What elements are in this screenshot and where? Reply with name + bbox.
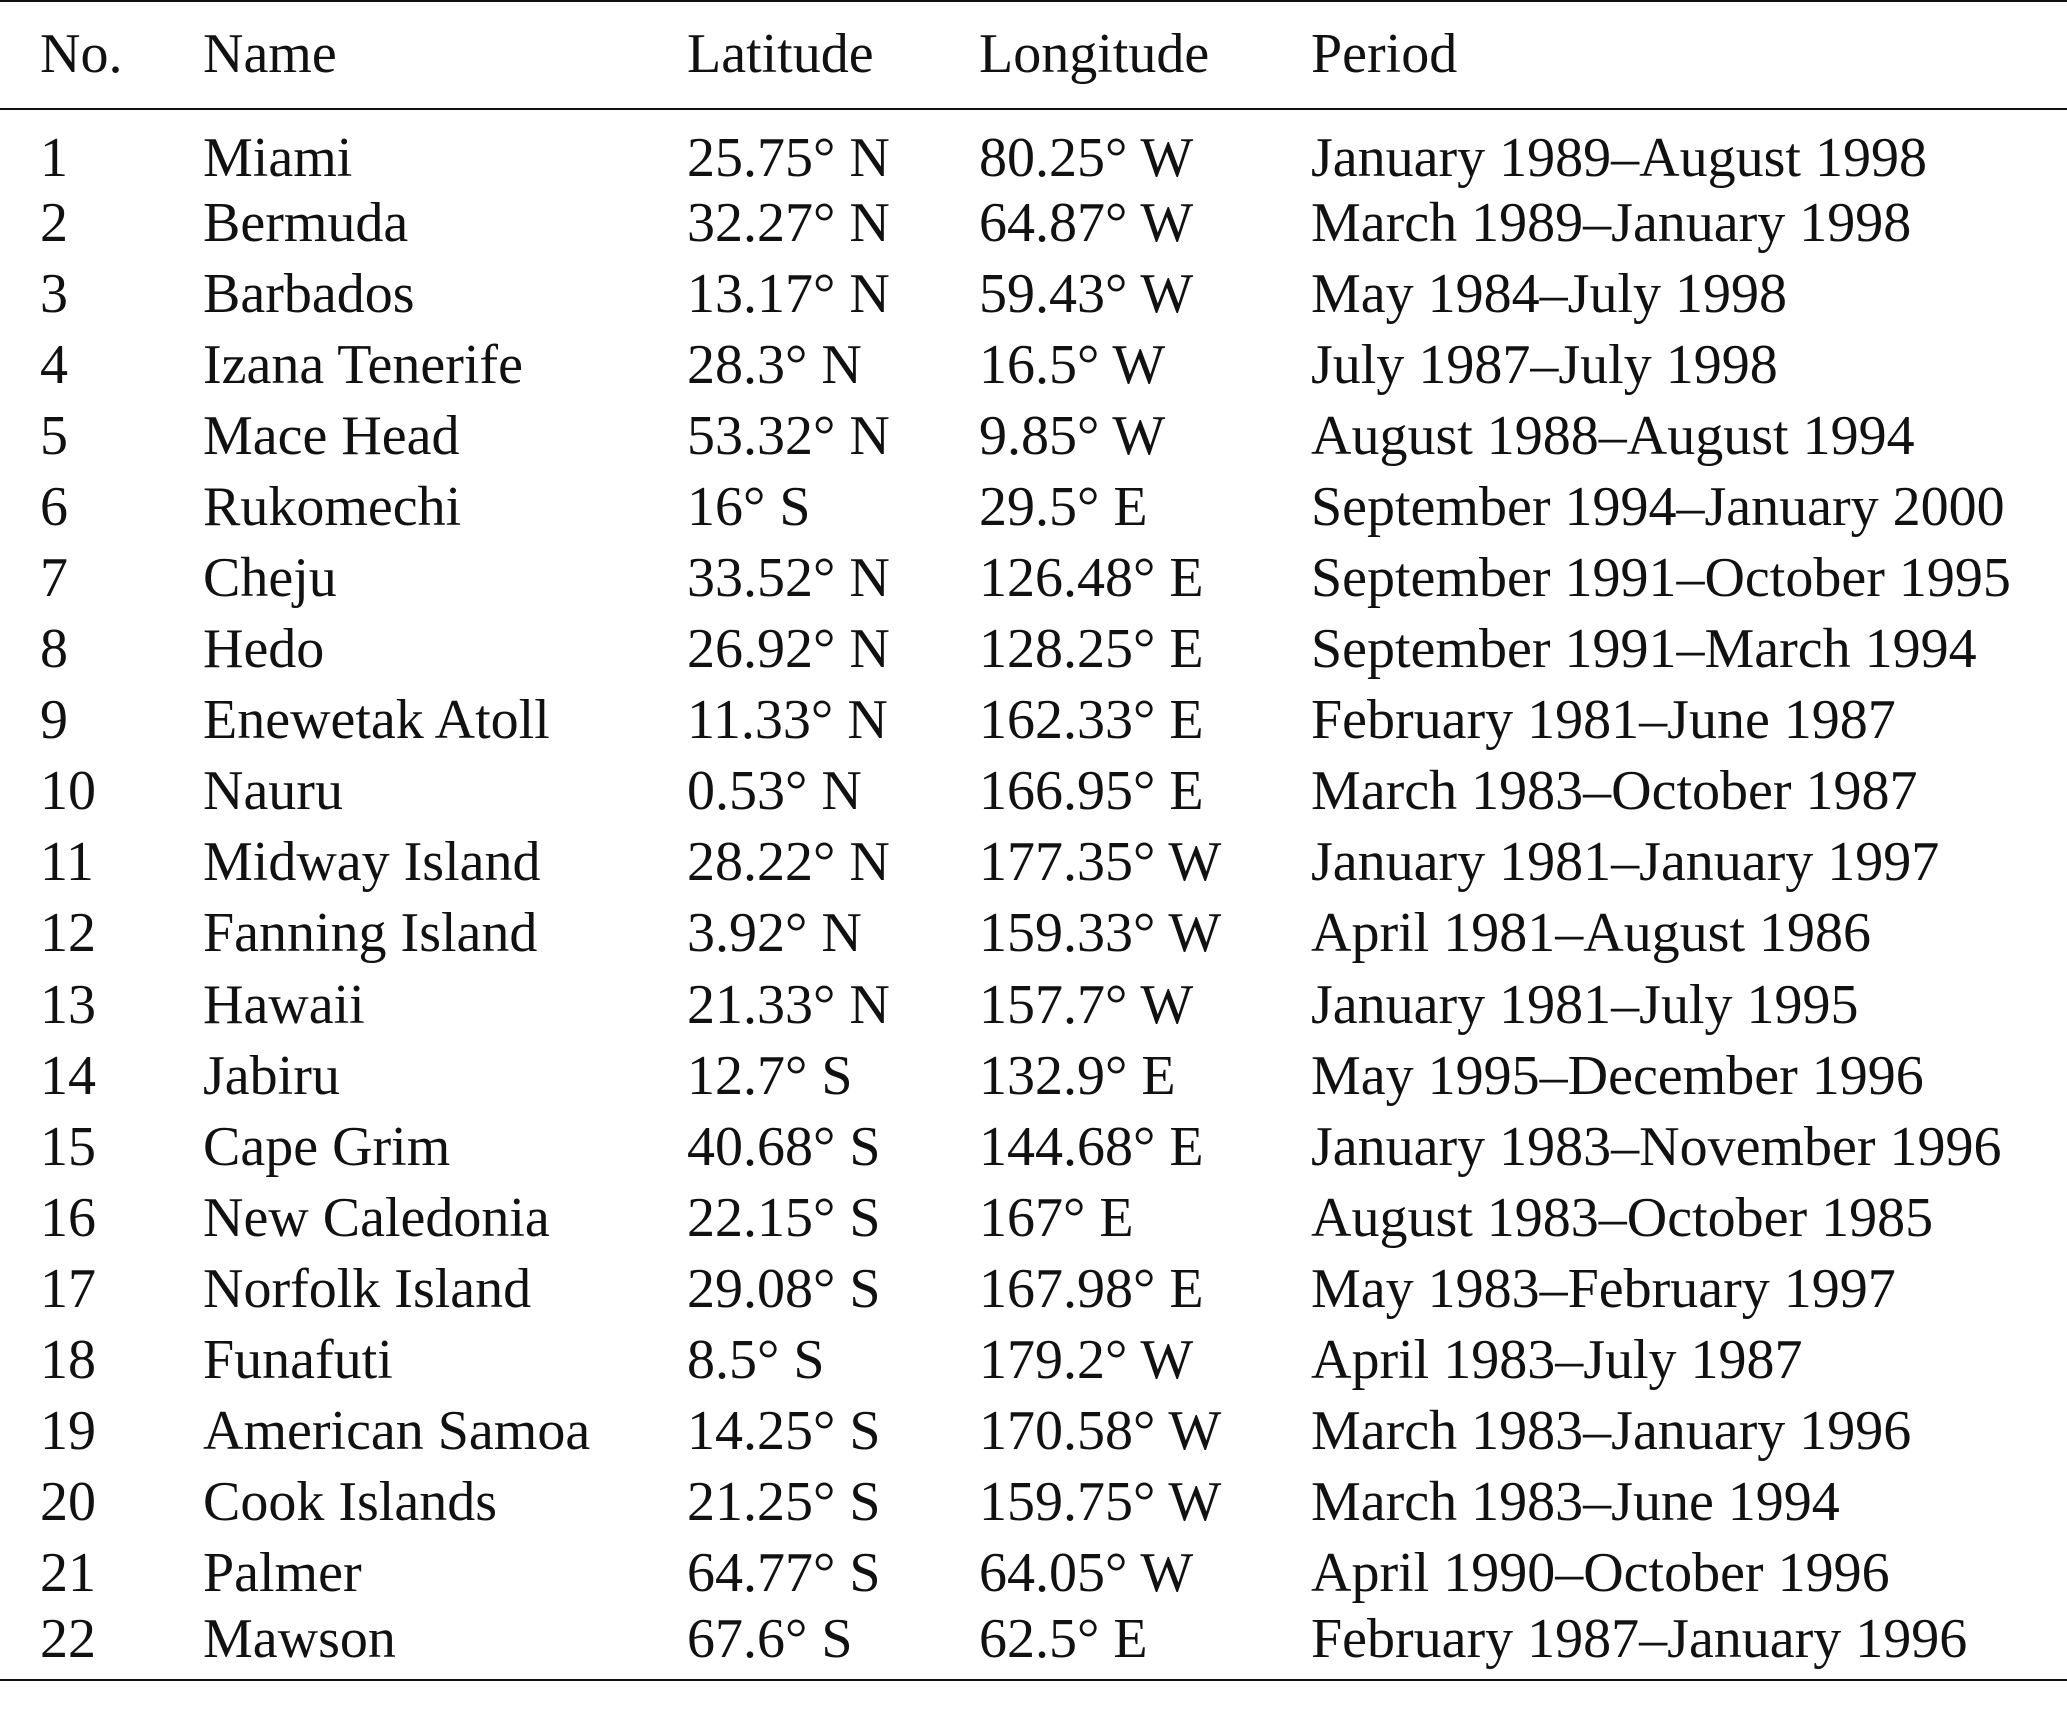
cell-latitude: 21.33° N [687,973,890,1036]
cell-longitude: 80.25° W [979,127,1194,189]
cell-longitude: 64.87° W [979,191,1194,254]
table-row [0,1182,2067,1253]
table-row [0,614,2067,685]
header-longitude: Longitude [978,1,1310,109]
cell-no: 5 [40,404,68,467]
cell-name: Hawaii [203,973,365,1036]
header-latitude: Latitude [686,1,978,109]
cell-name: Funafuti [203,1329,393,1392]
cell-no: 21 [40,1542,96,1605]
cell-longitude: 16.5° W [979,333,1166,396]
table-row [0,756,2067,827]
cell-no: 18 [40,1329,96,1392]
cell-latitude: 32.27° N [687,191,890,254]
cell-longitude: 159.33° W [979,902,1222,965]
cell-longitude: 177.35° W [979,831,1222,894]
cell-longitude: 157.7° W [979,973,1194,1036]
cell-name: Rukomechi [203,475,462,538]
cell-name: Cook Islands [203,1471,497,1534]
cell-latitude: 28.22° N [687,831,890,894]
cell-longitude: 62.5° E [978,1609,1310,1680]
table-row [0,685,2067,756]
cell-no: 7 [40,547,68,610]
cell-no: 19 [40,1400,96,1463]
cell-longitude: 64.05° W [979,1542,1194,1605]
table-row [0,969,2067,1040]
cell-latitude: 12.7° S [687,1044,853,1107]
cell-period: September 1991–March 1994 [1311,618,1977,681]
cell-name: Mace Head [203,404,460,467]
cell-name: American Samoa [203,1400,591,1463]
cell-longitude: 132.9° E [979,1044,1176,1107]
table-row [0,1111,2067,1182]
cell-longitude: 167° E [979,1186,1134,1249]
cell-longitude: 29.5° E [979,475,1148,538]
cell-longitude: 59.43° W [979,262,1194,325]
cell-name: Mawson [202,1609,686,1680]
table-header [0,1,2067,109]
table-row [0,1253,2067,1324]
cell-longitude: 170.58° W [979,1400,1222,1463]
cell-period: September 1991–October 1995 [1311,547,2011,610]
cell-name: Jabiru [203,1044,340,1107]
cell-no: 22 [0,1609,202,1680]
cell-period: February 1987–January 1996 [1310,1609,2067,1680]
cell-longitude: 179.2° W [979,1329,1194,1392]
cell-name: Barbados [203,262,415,325]
table-row [0,187,2067,258]
table-row [0,400,2067,471]
cell-longitude: 128.25° E [979,618,1204,681]
table-row [0,258,2067,329]
cell-no: 3 [40,262,68,325]
cell-no: 20 [40,1471,96,1534]
table-row [0,1040,2067,1111]
cell-period: March 1983–October 1987 [1311,760,1918,823]
cell-period: April 1983–July 1987 [1311,1329,1803,1392]
cell-longitude: 126.48° E [979,547,1204,610]
cell-latitude: 29.08° S [687,1257,881,1320]
header-no: No. [0,1,202,109]
cell-no: 6 [40,475,68,538]
cell-latitude: 21.25° S [687,1471,881,1534]
cell-period: April 1990–October 1996 [1311,1542,1890,1605]
cell-longitude: 167.98° E [979,1257,1204,1320]
cell-name: Cape Grim [203,1115,451,1178]
cell-period: July 1987–July 1998 [1311,333,1778,396]
cell-period: August 1983–October 1985 [1311,1186,1934,1249]
cell-no: 17 [40,1257,96,1320]
cell-period: March 1983–June 1994 [1311,1471,1840,1534]
cell-period: January 1983–November 1996 [1311,1115,2002,1178]
cell-name: Hedo [203,618,325,681]
cell-name: Palmer [203,1542,362,1605]
table-row [0,542,2067,613]
table-row [0,1467,2067,1538]
cell-no: 14 [40,1044,96,1107]
cell-name: Bermuda [203,191,409,254]
cell-latitude: 14.25° S [687,1400,881,1463]
cell-period: May 1995–December 1996 [1311,1044,1924,1107]
cell-latitude: 67.6° S [686,1609,978,1680]
cell-latitude: 22.15° S [687,1186,881,1249]
cell-name: Enewetak Atoll [203,689,550,752]
cell-period: May 1984–July 1998 [1311,262,1787,325]
cell-longitude: 9.85° W [979,404,1166,467]
cell-name: Nauru [203,760,343,823]
cell-period: February 1981–June 1987 [1311,689,1896,752]
cell-period: March 1983–January 1996 [1311,1400,1912,1463]
cell-no: 13 [40,973,96,1036]
cell-no: 1 [40,127,68,189]
cell-period: August 1988–August 1994 [1311,404,1915,467]
cell-latitude: 16° S [687,475,811,538]
cell-longitude: 166.95° E [979,760,1204,823]
table-row [0,827,2067,898]
cell-no: 15 [40,1115,96,1178]
cell-name: Cheju [203,547,337,610]
cell-latitude: 0.53° N [687,760,862,823]
cell-period: March 1989–January 1998 [1311,191,1912,254]
cell-latitude: 26.92° N [687,618,890,681]
header-name: Name [202,1,686,109]
table-row [0,471,2067,542]
cell-name: Norfolk Island [203,1257,532,1320]
cell-no: 2 [40,191,68,254]
cell-latitude: 3.92° N [687,902,862,965]
cell-name: Midway Island [203,831,541,894]
cell-period: April 1981–August 1986 [1311,902,1871,965]
cell-name: Fanning Island [203,902,538,965]
cell-latitude: 33.52° N [687,547,890,610]
cell-longitude: 144.68° E [979,1115,1204,1178]
cell-latitude: 28.3° N [687,333,862,396]
table-row [0,1325,2067,1396]
cell-name: New Caledonia [203,1186,550,1249]
cell-period: January 1989–August 1998 [1311,127,1927,189]
cell-name: Izana Tenerife [203,333,523,396]
table-row [0,1538,2067,1609]
cell-period: May 1983–February 1997 [1311,1257,1896,1320]
cell-latitude: 40.68° S [687,1115,881,1178]
table-row [0,1396,2067,1467]
cell-latitude: 13.17° N [687,262,890,325]
cell-longitude: 159.75° W [979,1471,1222,1534]
table-row [0,329,2067,400]
cell-name: Miami [203,127,353,189]
cell-period: September 1994–January 2000 [1311,475,2005,538]
cell-period: January 1981–July 1995 [1311,973,1859,1036]
cell-period: January 1981–January 1997 [1311,831,1940,894]
cell-latitude: 64.77° S [687,1542,881,1605]
header-row [0,1,2067,109]
table-row [0,1609,2067,1680]
table-row [0,898,2067,969]
header-period: Period [1310,1,2067,109]
cell-latitude: 11.33° N [687,689,888,752]
cell-latitude: 8.5° S [687,1329,825,1392]
cell-no: 4 [40,333,68,396]
cell-longitude: 162.33° E [979,689,1204,752]
table-row [0,109,2067,187]
cell-latitude: 25.75° N [687,127,890,189]
cell-no: 8 [40,618,68,681]
cell-no: 12 [40,902,96,965]
cell-no: 16 [40,1186,96,1249]
cell-no: 11 [40,831,94,894]
table-body [0,109,2067,1680]
cell-latitude: 53.32° N [687,404,890,467]
cell-no: 9 [40,689,68,752]
cell-no: 10 [40,760,96,823]
